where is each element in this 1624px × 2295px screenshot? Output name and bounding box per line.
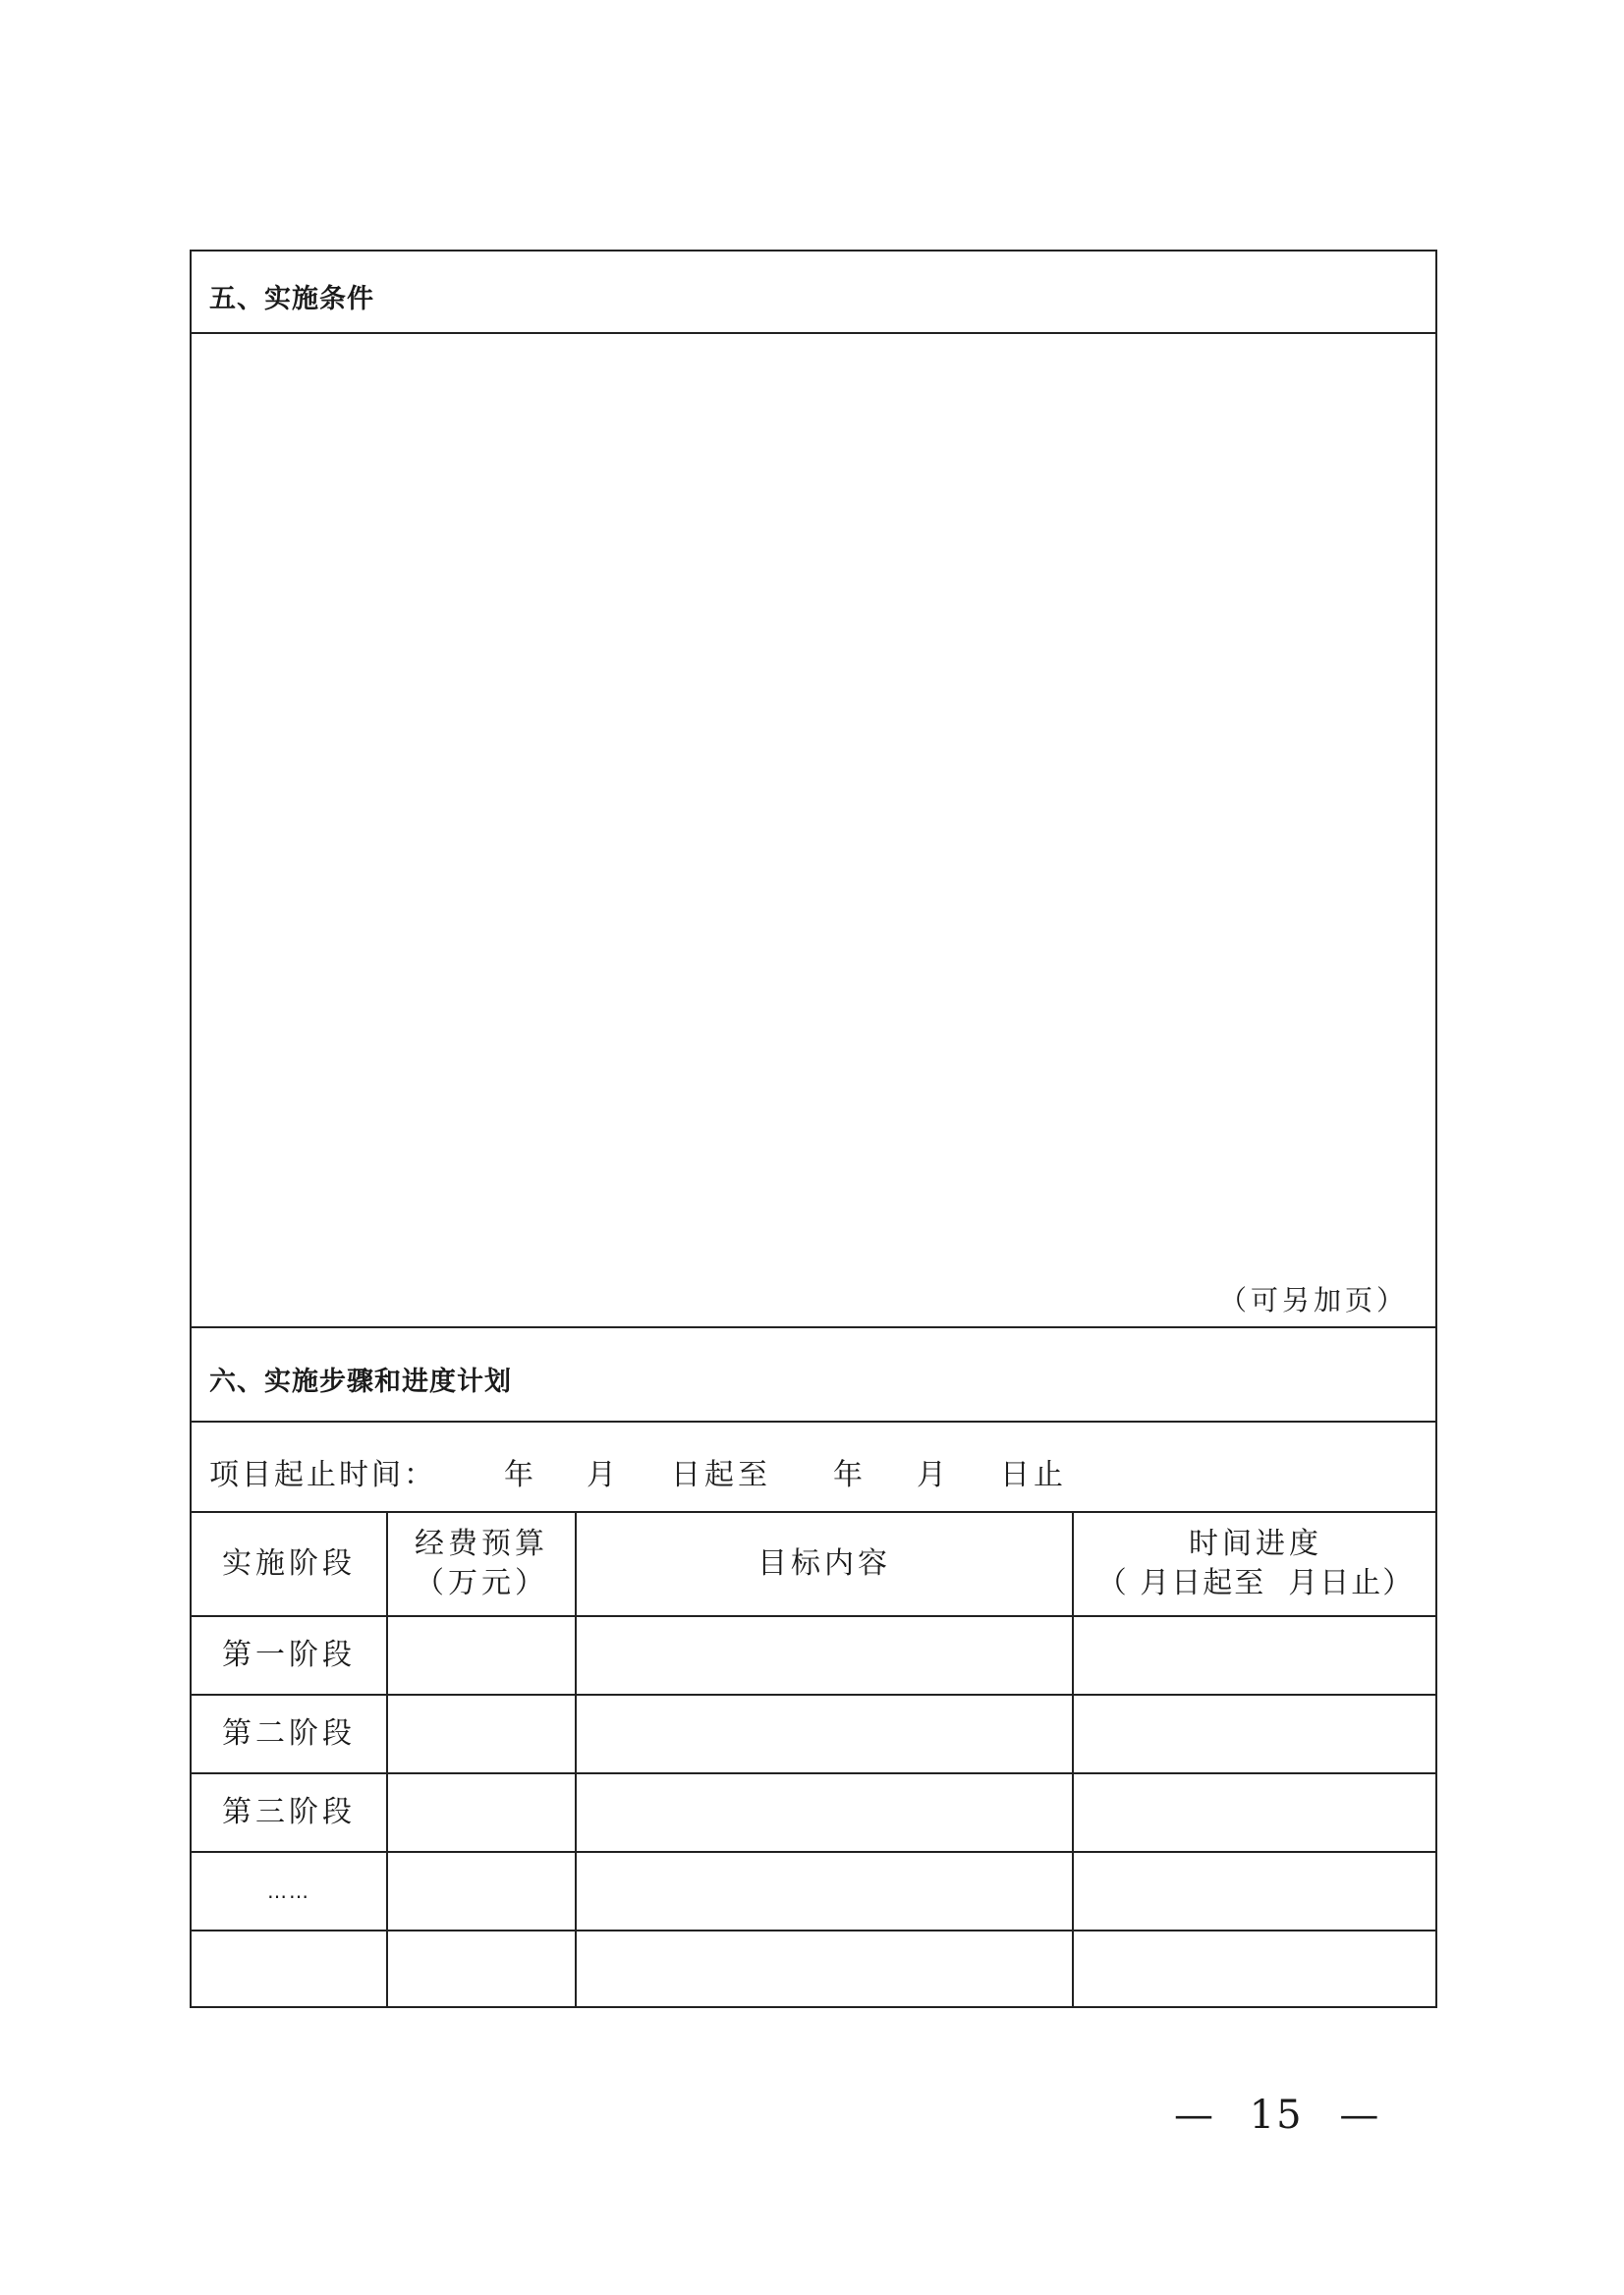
additional-pages-note: （可另加页） [1218, 1284, 1408, 1316]
project-period-label: 项目起止时间： [209, 1458, 436, 1492]
header-time-line2: （ 月日起至 月日止） [1096, 1566, 1415, 1600]
section5-header [192, 252, 1435, 334]
project-period-row [192, 1423, 1435, 1513]
page-number [1174, 2093, 1378, 2138]
schedule-table [192, 1513, 1435, 2006]
header-target: 目标内容 [757, 1546, 891, 1581]
stage-ellipsis-label: …… [267, 1879, 310, 1903]
page-dash-right: — [1339, 2093, 1379, 2138]
page-dash-left: — [1174, 2093, 1213, 2138]
section5-title: 五、实施条件 [209, 284, 374, 314]
stage-2-label: 第二阶段 [222, 1716, 356, 1751]
start-year-label: 年 [504, 1458, 537, 1492]
end-day-label: 日止 [1000, 1458, 1067, 1492]
end-month-label: 月 [917, 1458, 950, 1492]
header-stage: 实施阶段 [222, 1546, 356, 1581]
page-number-value: 15 [1249, 2093, 1304, 2138]
start-day-label: 日起至 [671, 1458, 771, 1492]
section5-content-area[interactable] [192, 334, 1435, 1328]
header-budget-line2: （万元） [415, 1566, 548, 1600]
header-time-line1: 时间进度 [1189, 1527, 1322, 1561]
end-year-label: 年 [833, 1458, 867, 1492]
stage-1-label: 第一阶段 [222, 1638, 356, 1672]
start-month-label: 月 [587, 1458, 620, 1492]
header-budget [388, 1513, 575, 1615]
application-form [190, 250, 1437, 2008]
header-time [1074, 1513, 1437, 1615]
section6-header [192, 1328, 1435, 1423]
header-budget-line1: 经费预算 [415, 1527, 548, 1561]
stage-3-label: 第三阶段 [222, 1795, 356, 1829]
section6-title: 六、实施步骤和进度计划 [209, 1367, 512, 1397]
stage-blank-label [192, 1931, 386, 2008]
